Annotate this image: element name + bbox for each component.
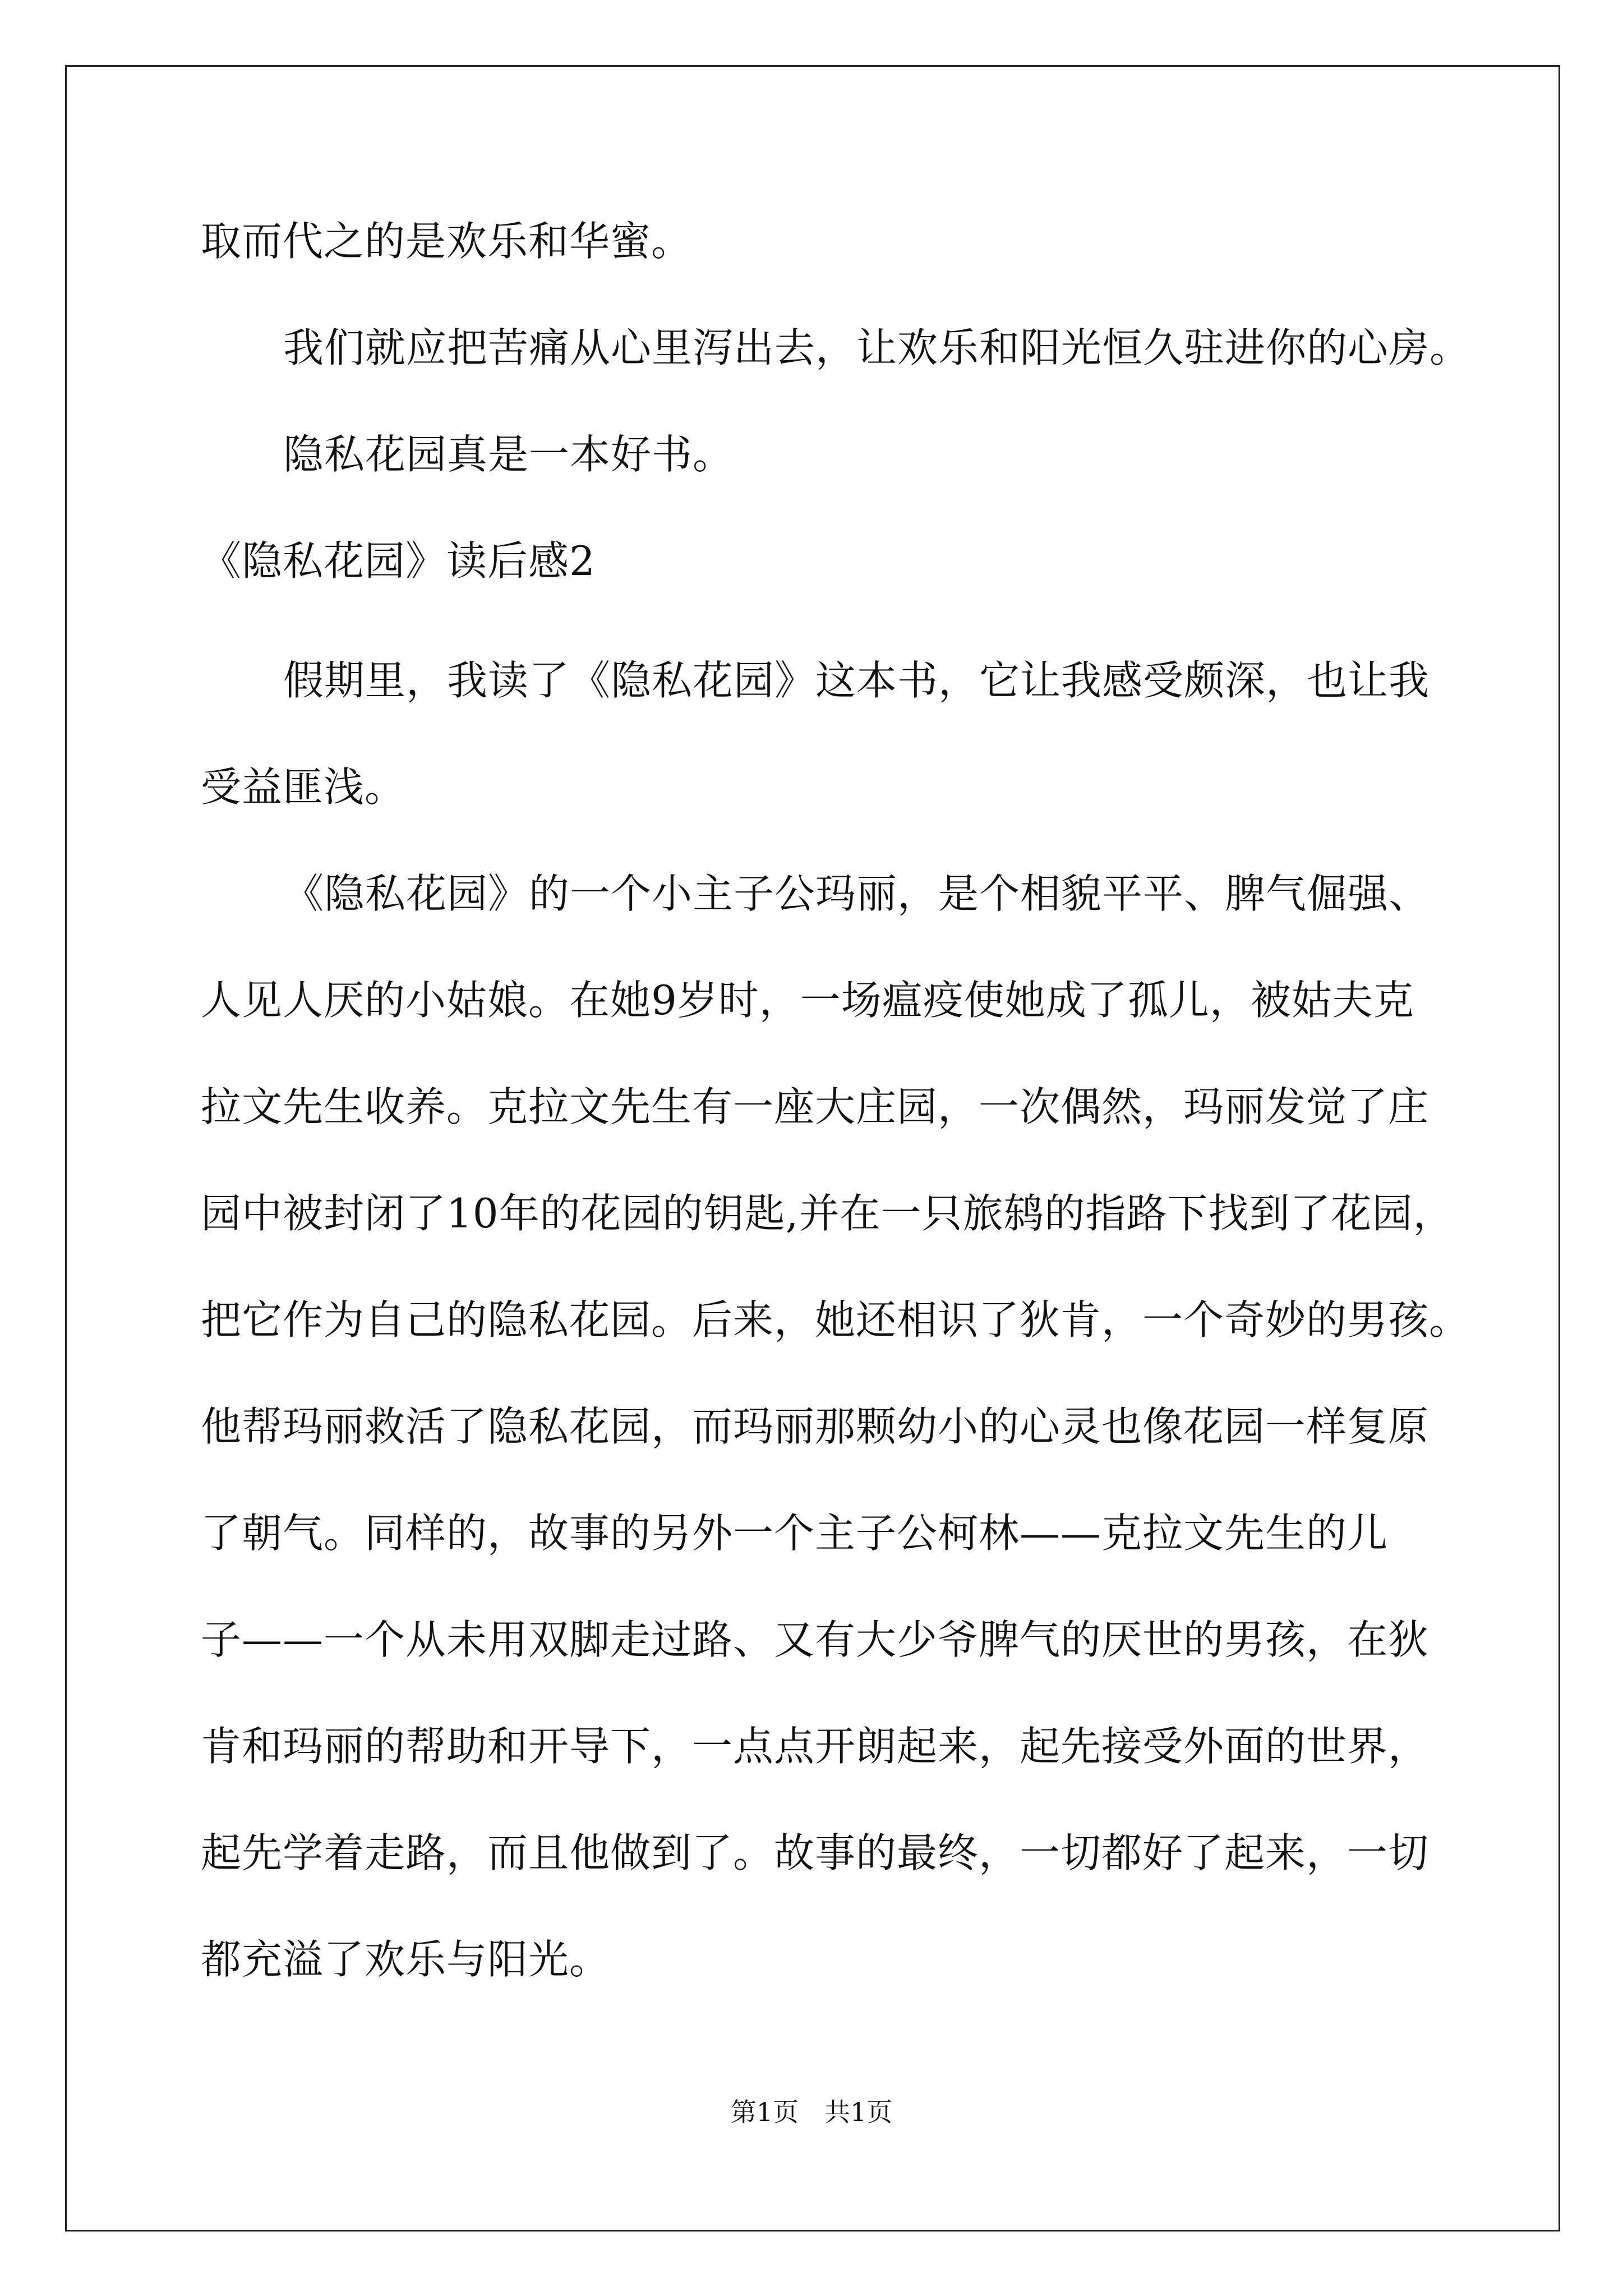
paragraph-line: 了朝气。同样的，故事的另外一个主子公柯林——克拉文先生的儿 xyxy=(201,1510,1389,1557)
paragraph-line: 我们就应把苦痛从心里泻出去，让欢乐和阳光恒久驻进你的心房。 xyxy=(283,324,1471,371)
paragraph-line: 肯和玛丽的帮助和开导下，一点点开朗起来，起先接受外面的世界， xyxy=(201,1723,1430,1770)
paragraph-line: 都充溢了欢乐与阳光。 xyxy=(201,1936,611,1983)
paragraph-line: 人见人厌的小姑娘。在她9岁时，一场瘟疫使她成了孤儿，被姑夫克 xyxy=(201,977,1414,1024)
page-border xyxy=(65,65,1560,2231)
section-heading: 《隐私花园》读后感2 xyxy=(201,537,596,585)
paragraph-line: 隐私花园真是一本好书。 xyxy=(283,431,734,478)
paragraph-line: 拉文先生收养。克拉文先生有一座大庄园，一次偶然，玛丽发觉了庄 xyxy=(201,1083,1430,1130)
paragraph-line: 园中被封闭了10年的花园的钥匙,并在一只旅鸫的指路下找到了花园， xyxy=(201,1190,1454,1237)
paragraph-line: 把它作为自己的隐私花园。后来，她还相识了狄肯，一个奇妙的男孩。 xyxy=(201,1296,1470,1343)
paragraph-line: 取而代之的是欢乐和华蜜。 xyxy=(201,218,693,265)
paragraph-line: 假期里，我读了《隐私花园》这本书，它让我感受颇深，也让我 xyxy=(283,657,1430,704)
paragraph-line: 《隐私花园》的一个小主子公玛丽，是个相貌平平、脾气倔强、 xyxy=(283,870,1430,917)
page-number-footer: 第1页 共1页 xyxy=(730,2097,893,2127)
paragraph-line: 受益匪浅。 xyxy=(201,763,406,811)
paragraph-line: 子——一个从未用双脚走过路、又有大少爷脾气的厌世的男孩，在狄 xyxy=(201,1616,1430,1663)
paragraph-line: 起先学着走路，而且他做到了。故事的最终，一切都好了起来，一切 xyxy=(201,1829,1430,1876)
paragraph-line: 他帮玛丽救活了隐私花园，而玛丽那颗幼小的心灵也像花园一样复原 xyxy=(201,1403,1430,1450)
